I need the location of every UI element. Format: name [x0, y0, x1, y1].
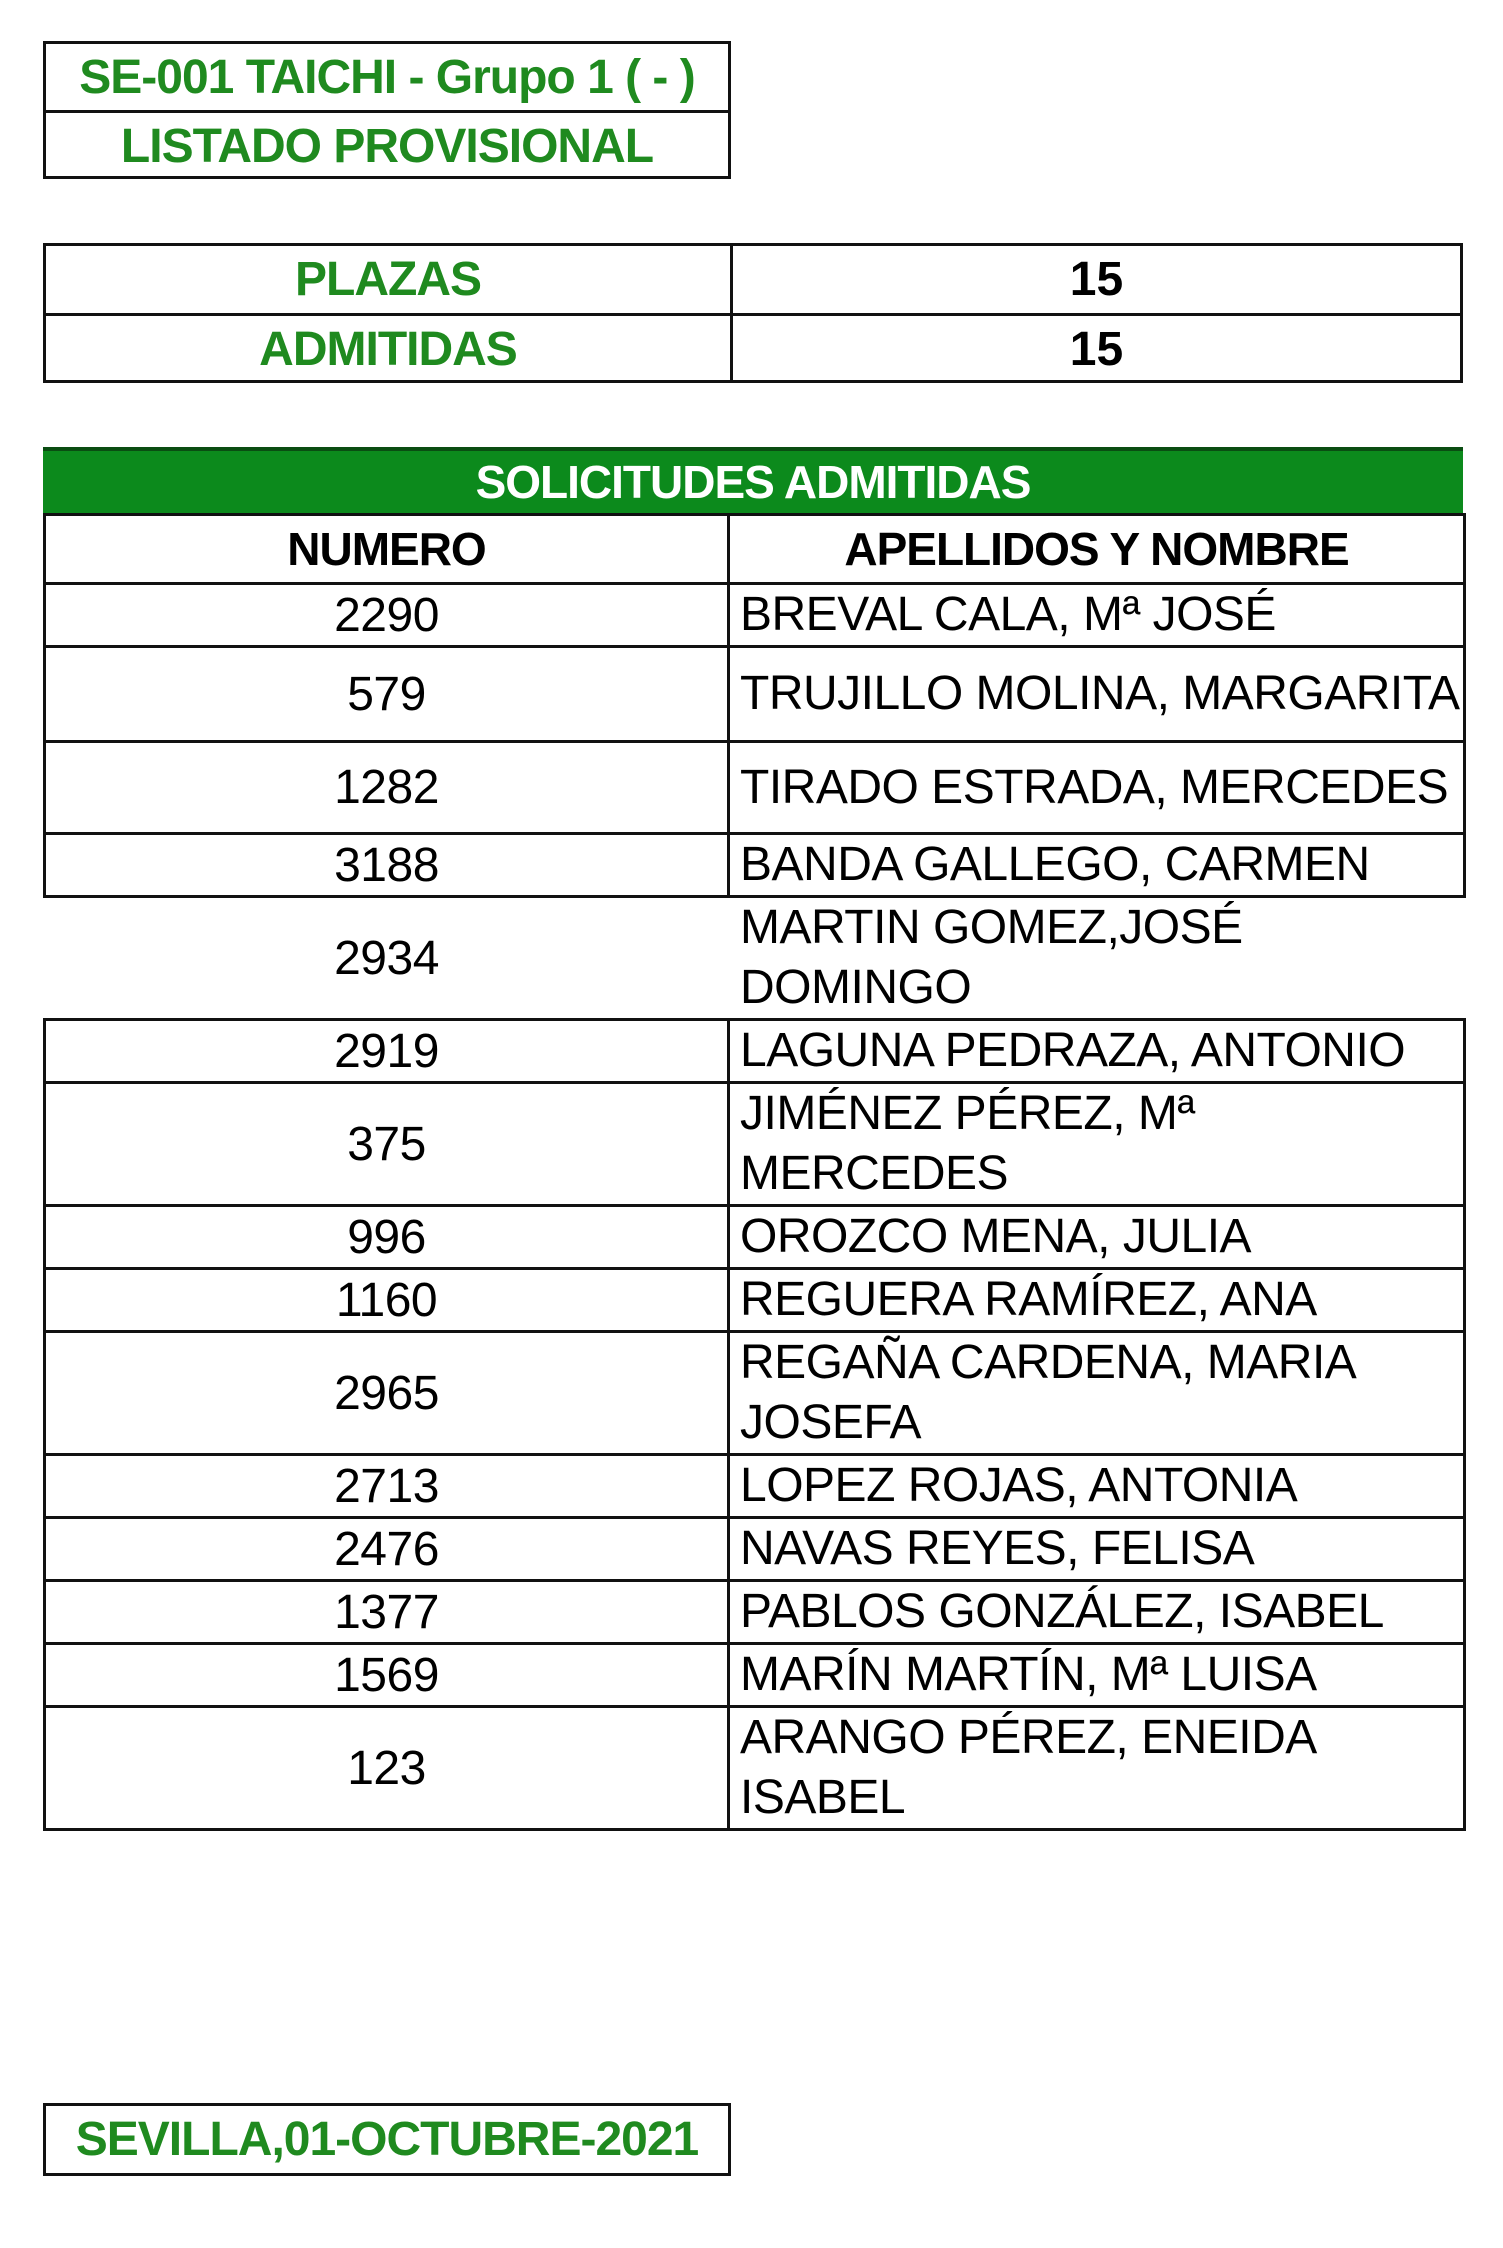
table-row [45, 1707, 1465, 1830]
admitidas-value: 15 [1069, 323, 1124, 376]
footer-date: SEVILLA,01-OCTUBRE-2021 [43, 2103, 731, 2176]
table-row [45, 1455, 1465, 1518]
row-nombre: ARANGO PÉREZ, ENEIDA ISABEL [729, 1707, 1465, 1830]
row-numero: 1377 [45, 1581, 729, 1644]
list-status-title: LISTADO PROVISIONAL [46, 110, 728, 179]
table-row [45, 897, 1465, 1020]
column-header-nombre: APELLIDOS Y NOMBRE [729, 515, 1465, 584]
admitted-banner: SOLICITUDES ADMITIDAS [43, 447, 1463, 513]
row-numero: 579 [45, 647, 729, 742]
row-numero: 1160 [45, 1269, 729, 1332]
table-row [45, 1020, 1465, 1083]
table-row [45, 1332, 1465, 1455]
table-row [45, 1269, 1465, 1332]
table-row [45, 1206, 1465, 1269]
row-nombre: REGAÑA CARDENA, MARIA JOSEFA [729, 1332, 1465, 1455]
admitidas-label: ADMITIDAS [46, 316, 733, 383]
table-row [45, 1644, 1465, 1707]
row-numero: 1282 [45, 742, 729, 834]
row-nombre: MARTIN GOMEZ,JOSÉ DOMINGO [729, 897, 1465, 1020]
summary-row-admitidas [46, 313, 1460, 383]
table-row [45, 584, 1465, 647]
row-nombre: BANDA GALLEGO, CARMEN [729, 834, 1465, 897]
row-numero: 123 [45, 1707, 729, 1830]
row-nombre: TIRADO ESTRADA, MERCEDES [729, 742, 1465, 834]
summary-table [43, 243, 1463, 383]
row-numero: 2934 [45, 897, 729, 1020]
course-title: SE-001 TAICHI - Grupo 1 ( - ) [79, 50, 695, 104]
row-numero: 2476 [45, 1518, 729, 1581]
row-numero: 2713 [45, 1455, 729, 1518]
row-nombre: TRUJILLO MOLINA, MARGARITA [729, 647, 1465, 742]
row-nombre: OROZCO MENA, JULIA [729, 1206, 1465, 1269]
row-nombre: PABLOS GONZÁLEZ, ISABEL [729, 1581, 1465, 1644]
table-row [45, 647, 1465, 742]
table-row [45, 1083, 1465, 1206]
table-row [45, 1518, 1465, 1581]
admitted-table [43, 513, 1466, 1831]
table-row [45, 1581, 1465, 1644]
row-numero: 2965 [45, 1332, 729, 1455]
summary-row-plazas [46, 246, 1460, 313]
row-numero: 2290 [45, 584, 729, 647]
plazas-value: 15 [1069, 253, 1124, 306]
row-nombre: LAGUNA PEDRAZA, ANTONIO [729, 1020, 1465, 1083]
table-row [45, 742, 1465, 834]
table-header-row [45, 515, 1465, 584]
plazas-label: PLAZAS [46, 246, 733, 313]
row-nombre: LOPEZ ROJAS, ANTONIA [729, 1455, 1465, 1518]
row-nombre: REGUERA RAMÍREZ, ANA [729, 1269, 1465, 1332]
row-nombre: BREVAL CALA, Mª JOSÉ [729, 584, 1465, 647]
row-numero: 996 [45, 1206, 729, 1269]
row-nombre: JIMÉNEZ PÉREZ, Mª MERCEDES [729, 1083, 1465, 1206]
row-numero: 2919 [45, 1020, 729, 1083]
row-numero: 375 [45, 1083, 729, 1206]
row-numero: 3188 [45, 834, 729, 897]
title-block [43, 41, 731, 179]
row-numero: 1569 [45, 1644, 729, 1707]
table-row [45, 834, 1465, 897]
row-nombre: NAVAS REYES, FELISA [729, 1518, 1465, 1581]
column-header-numero: NUMERO [45, 515, 729, 584]
row-nombre: MARÍN MARTÍN, Mª LUISA [729, 1644, 1465, 1707]
table-body [45, 584, 1465, 1830]
